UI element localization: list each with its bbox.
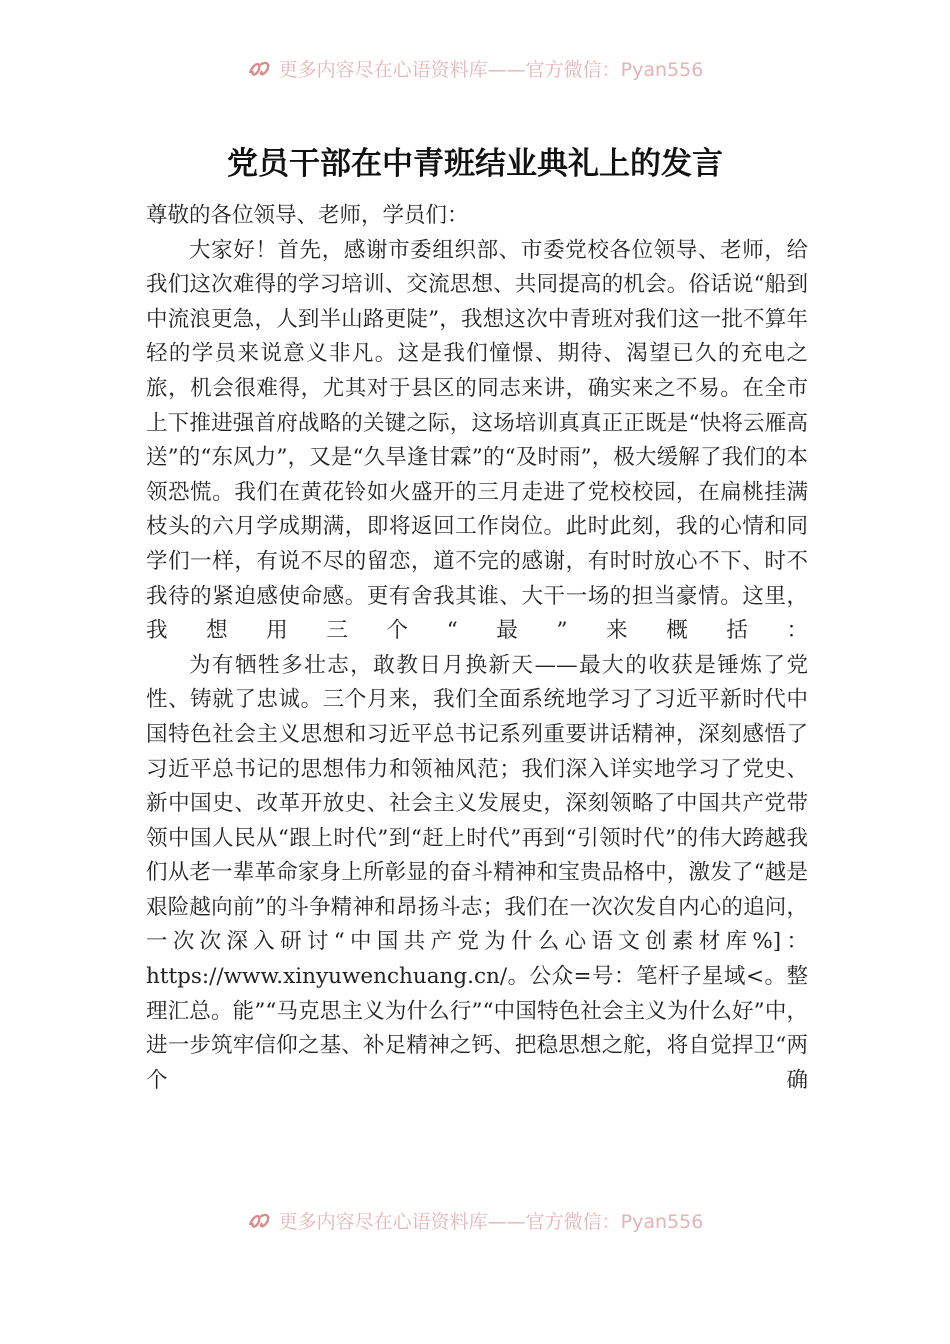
body-paragraph-1: 大家好！首先，感谢市委组织部、市委党校各位领导、老师，给我们这次难得的学习培训、交流思想、共同提高的机会。俗话说“船到中流浪更急，人到半山路更陡”，我想这次中青班对我们这一批不算年轻的学员来说意义非凡。这是我们憧憬、期待、渴望已久的充电之旅，机会很难得，尤其对于县区的同志来讲，确实来之不易。在全市上下推进强首府战略的关键之际，这场培训真真正正既是“快将云雁高送”的“东风力”，又是“久旱逢甘霖”的“及时雨”，极大缓解了我们的本领恐慌。我们在黄花铃如火盛开的三月走进了党校校园，在扁桃挂满枝头的六月学成期满，即将返回工作岗位。此时此刻，我的心情和同学们一样，有说不尽的留恋，道不完的感谢，有时时放心不下、时不我待的紧迫感使命感。更有舍我其谁、大干一场的担当豪情。这里，我想用三个“最”来概括： — [146, 237, 808, 644]
watermark-footer — [0, 1210, 950, 1234]
document-title: 党员干部在中青班结业典礼上的发言 — [227, 146, 723, 182]
greeting-line: 尊敬的各位领导、老师，学员们： — [146, 203, 469, 228]
watermark-logo-icon — [247, 59, 275, 79]
watermark-footer-text: 更多内容尽在心语资料库——官方微信：Pyan556 — [278, 1211, 704, 1233]
watermark-logo-icon — [247, 1211, 275, 1231]
document-body — [146, 199, 808, 1098]
watermark-header-text: 更多内容尽在心语资料库——官方微信：Pyan556 — [278, 59, 704, 81]
body-paragraph-2: 为有牺牲多壮志，敢教日月换新天——最大的收获是锤炼了党性、铸就了忠诚。三个月来，我们全面系统地学习了习近平新时代中国特色社会主义思想和习近平总书记系列重要讲话精神，深刻感悟了习近平总书记的思想伟力和领袖风范；我们深入详实地学习了党史、新中国史、改革开放史、社会主义发展史，深刻领略了中国共产党带领中国人民从“跟上时代”到“赶上时代”再到“引领时代”的伟大跨越我们从老一辈革命家身上所彰显的奋斗精神和宝贵品格中，激发了“越是艰险越向前”的斗争精神和昂扬斗志；我们在一次次发自内心的追问，一次次深入研讨“中国共产党为什么心语文创素材库%]：https://www.xinyuwenchuang.cn/。公众=号：笔杆子星域<。整理汇总。能”“马克思主义为什么行”“中国特色社会主义为什么好”中，进一步筑牢信仰之基、补足精神之钙、把稳思想之舵，将自觉捍卫“两个确 — [146, 652, 808, 1093]
watermark-header — [0, 58, 950, 82]
